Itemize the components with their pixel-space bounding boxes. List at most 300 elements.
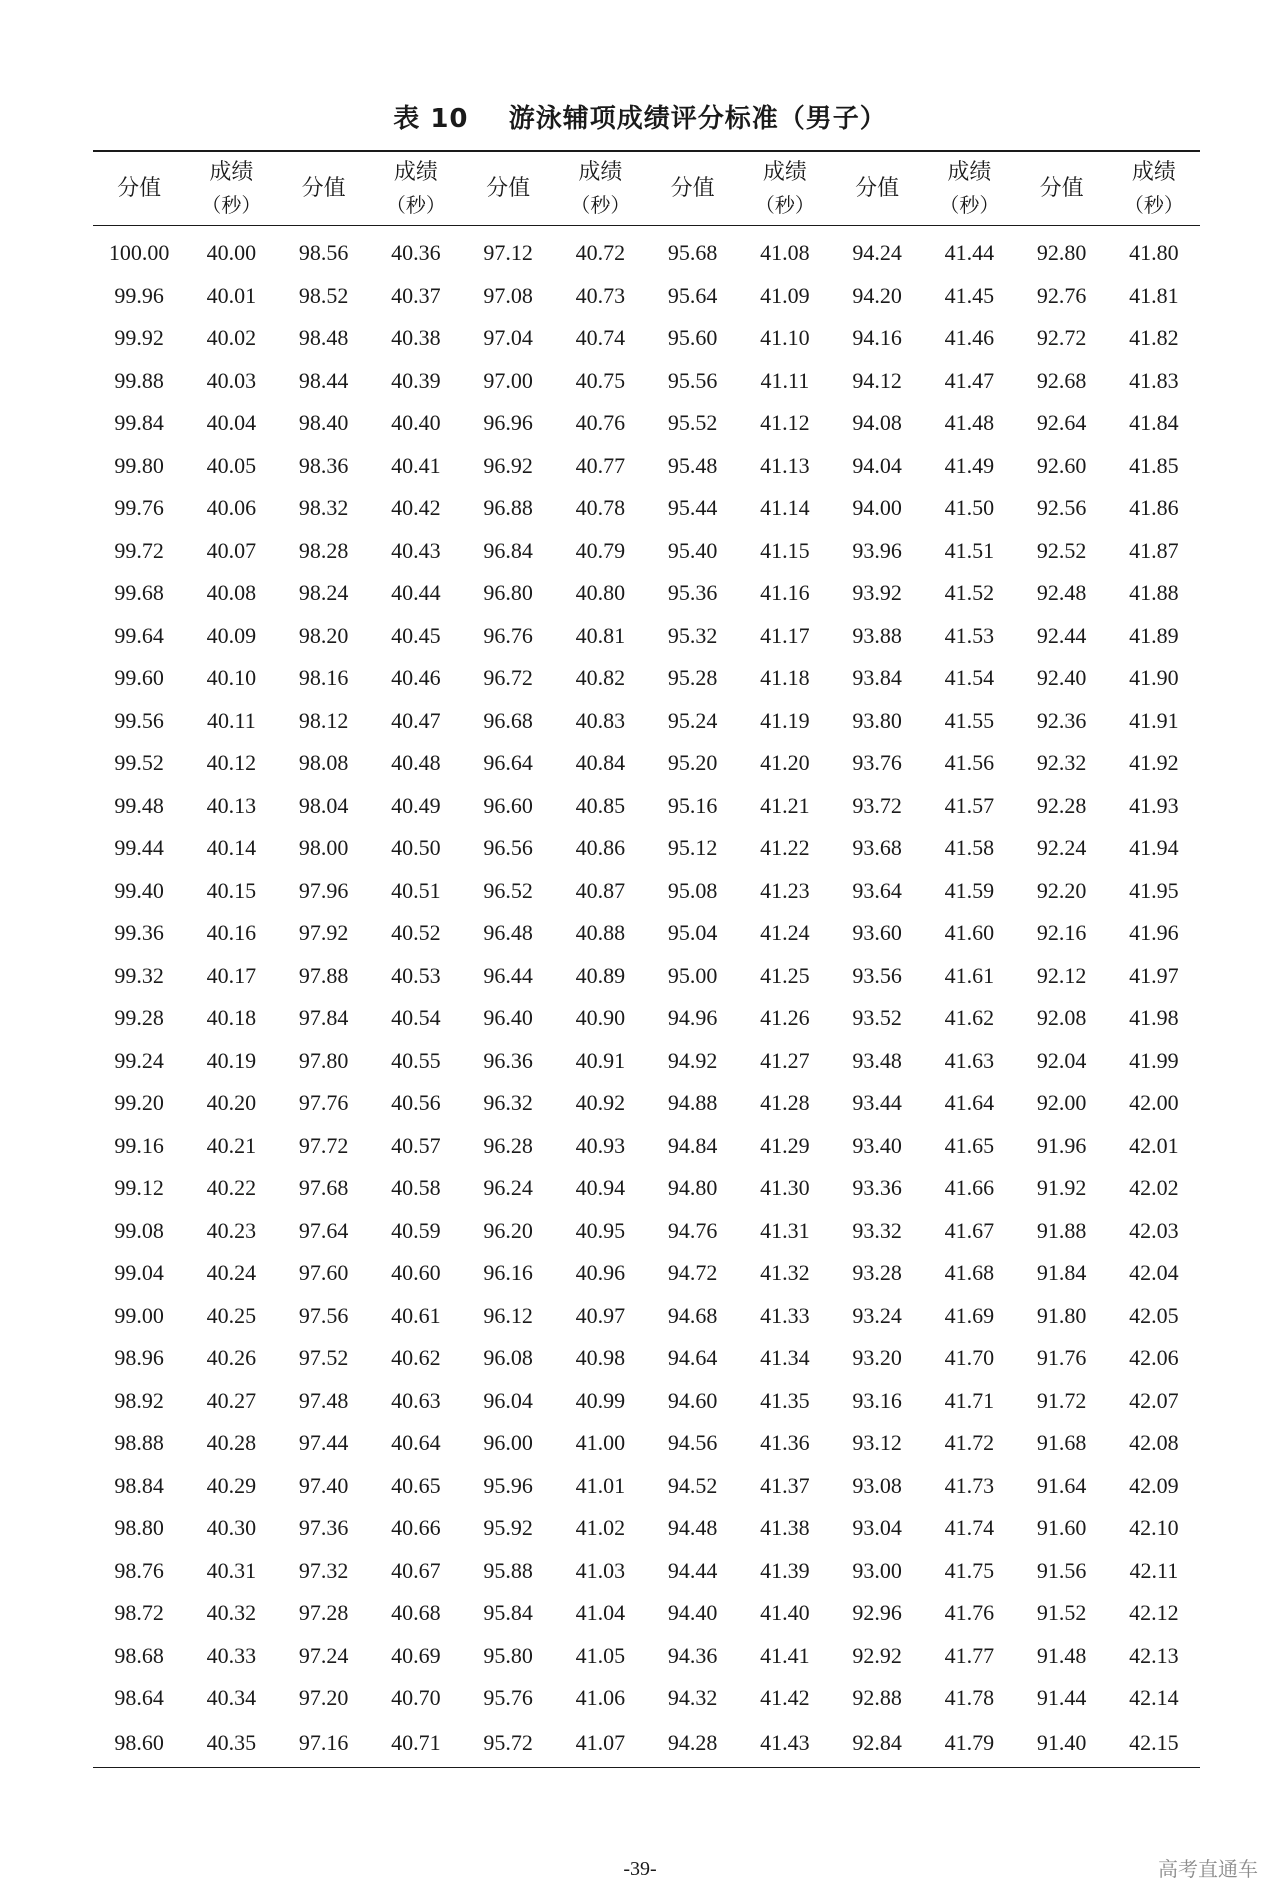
- time-cell: 41.22: [760, 835, 810, 861]
- time-cell: 40.65: [391, 1472, 441, 1498]
- score-cell: 95.76: [483, 1685, 533, 1711]
- score-cell: 97.04: [483, 325, 533, 351]
- time-cell: 41.54: [944, 665, 995, 691]
- score-cell: 94.28: [647, 1720, 739, 1768]
- time-cell: 42.04: [1129, 1260, 1179, 1286]
- time-cell: 40.84: [575, 750, 626, 776]
- score-cell: 97.00: [483, 367, 533, 393]
- time-cell: 40.63: [391, 1387, 441, 1413]
- score-cell: 98.04: [298, 792, 349, 818]
- time-cell: 40.76: [575, 410, 626, 436]
- score-cell: 97.80: [298, 1047, 349, 1073]
- time-cell: 40.98: [575, 1345, 626, 1371]
- score-cell: 94.64: [667, 1345, 718, 1371]
- time-cell: 41.34: [760, 1345, 810, 1371]
- table-row: [93, 1380, 1200, 1423]
- score-cell: 93.24: [852, 1302, 902, 1328]
- time-cell: 41.25: [760, 962, 810, 988]
- time-cell: 41.92: [1129, 750, 1179, 776]
- time-cell: 40.75: [575, 367, 626, 393]
- score-cell: 98.56: [298, 240, 349, 266]
- score-cell: 92.08: [1036, 1005, 1087, 1031]
- score-cell: 96.36: [483, 1047, 533, 1073]
- time-cell: 40.56: [391, 1090, 441, 1116]
- time-cell: 40.67: [391, 1557, 441, 1583]
- time-cell: 40.04: [206, 410, 257, 436]
- score-cell: 98.60: [93, 1720, 185, 1768]
- time-cell: 41.94: [1129, 835, 1179, 861]
- score-cell: 95.00: [667, 962, 718, 988]
- time-cell: 40.82: [575, 665, 626, 691]
- score-cell: 92.92: [852, 1642, 902, 1668]
- column-header-label: 分值: [486, 175, 531, 201]
- score-cell: 98.28: [298, 537, 349, 563]
- time-cell: 40.42: [391, 495, 441, 521]
- time-cell: 41.14: [760, 495, 810, 521]
- score-cell: 93.60: [852, 920, 902, 946]
- score-cell: 98.32: [298, 495, 349, 521]
- time-cell: 41.44: [944, 240, 995, 266]
- time-cell: 40.81: [575, 622, 626, 648]
- score-cell: 95.88: [483, 1557, 533, 1583]
- score-cell: 96.88: [483, 495, 533, 521]
- time-cell: 40.13: [206, 792, 257, 818]
- score-cell: 93.28: [852, 1260, 902, 1286]
- time-cell: 40.87: [575, 877, 626, 903]
- time-cell: 40.44: [391, 580, 441, 606]
- score-cell: 94.16: [852, 325, 902, 351]
- time-cell: 40.14: [206, 835, 257, 861]
- time-cell: 40.60: [391, 1260, 441, 1286]
- score-cell: 99.28: [114, 1005, 164, 1031]
- score-cell: 95.28: [667, 665, 718, 691]
- time-cell: 41.68: [944, 1260, 995, 1286]
- table-row: [93, 487, 1200, 530]
- score-cell: 91.44: [1036, 1685, 1087, 1711]
- score-cell: 95.68: [667, 240, 718, 266]
- score-cell: 91.56: [1036, 1557, 1087, 1583]
- column-header-label: 分值: [1039, 175, 1084, 201]
- column-header-time: [185, 151, 277, 226]
- time-cell: 40.23: [206, 1217, 257, 1243]
- time-cell: 40.93: [575, 1132, 626, 1158]
- time-cell: 40.37: [391, 282, 441, 308]
- time-cell: 40.21: [206, 1132, 257, 1158]
- time-cell: 40.36: [391, 240, 441, 266]
- score-cell: 95.60: [667, 325, 718, 351]
- time-cell: 41.16: [760, 580, 810, 606]
- time-cell: 41.90: [1129, 665, 1179, 691]
- table-header-row: [93, 151, 1200, 226]
- time-cell: 41.86: [1129, 495, 1179, 521]
- time-cell: 41.21: [760, 792, 810, 818]
- score-cell: 93.96: [852, 537, 902, 563]
- score-cell: 95.04: [667, 920, 718, 946]
- score-cell: 96.20: [483, 1217, 533, 1243]
- time-cell: 42.14: [1129, 1685, 1179, 1711]
- score-cell: 94.20: [852, 282, 902, 308]
- score-cell: 97.52: [298, 1345, 349, 1371]
- time-cell: 41.39: [760, 1557, 810, 1583]
- time-cell: 41.79: [923, 1720, 1015, 1768]
- column-header-unit: （秒）: [939, 192, 1000, 217]
- score-cell: 95.52: [667, 410, 718, 436]
- score-cell: 100.00: [108, 240, 170, 266]
- score-cell: 99.24: [114, 1047, 164, 1073]
- score-cell: 99.68: [114, 580, 164, 606]
- time-cell: 41.89: [1129, 622, 1179, 648]
- score-cell: 96.44: [483, 962, 533, 988]
- score-cell: 92.88: [852, 1685, 902, 1711]
- score-cell: 91.48: [1036, 1642, 1087, 1668]
- score-cell: 91.92: [1036, 1175, 1087, 1201]
- time-cell: 40.99: [575, 1387, 626, 1413]
- time-cell: 41.72: [944, 1430, 995, 1456]
- time-cell: 40.30: [206, 1515, 257, 1541]
- time-cell: 40.89: [575, 962, 626, 988]
- time-cell: 40.47: [391, 707, 441, 733]
- column-header-label: 成绩: [762, 159, 807, 185]
- score-cell: 91.72: [1036, 1387, 1087, 1413]
- score-cell: 96.68: [483, 707, 533, 733]
- time-cell: 40.74: [575, 325, 626, 351]
- column-header-unit: （秒）: [1123, 192, 1184, 217]
- score-cell: 96.76: [483, 622, 533, 648]
- score-cell: 99.80: [114, 452, 164, 478]
- time-cell: 42.03: [1129, 1217, 1179, 1243]
- score-cell: 99.16: [114, 1132, 164, 1158]
- score-cell: 93.92: [852, 580, 902, 606]
- time-cell: 40.34: [206, 1685, 257, 1711]
- score-cell: 96.16: [483, 1260, 533, 1286]
- table-row: [93, 1210, 1200, 1253]
- score-cell: 99.08: [114, 1217, 164, 1243]
- score-cell: 97.44: [298, 1430, 349, 1456]
- score-cell: 92.40: [1036, 665, 1087, 691]
- time-cell: 41.67: [944, 1217, 995, 1243]
- table-row: [93, 1167, 1200, 1210]
- score-cell: 96.24: [483, 1175, 533, 1201]
- table-row: [93, 1635, 1200, 1678]
- time-cell: 42.01: [1129, 1132, 1179, 1158]
- time-cell: 42.05: [1129, 1302, 1179, 1328]
- table-row: [93, 1550, 1200, 1593]
- time-cell: 41.80: [1129, 240, 1179, 266]
- score-cell: 92.28: [1036, 792, 1087, 818]
- score-cell: 95.12: [667, 835, 718, 861]
- score-cell: 95.08: [667, 877, 718, 903]
- column-header-unit: （秒）: [754, 192, 815, 217]
- score-cell: 96.12: [483, 1302, 533, 1328]
- table-row: [93, 1422, 1200, 1465]
- score-cell: 97.64: [298, 1217, 349, 1243]
- score-cell: 99.20: [114, 1090, 164, 1116]
- score-cell: 99.40: [114, 877, 164, 903]
- score-cell: 92.72: [1036, 325, 1087, 351]
- time-cell: 42.06: [1129, 1345, 1179, 1371]
- time-cell: 40.61: [391, 1302, 441, 1328]
- time-cell: 41.73: [944, 1472, 995, 1498]
- time-cell: 41.03: [575, 1557, 626, 1583]
- time-cell: 40.58: [391, 1175, 441, 1201]
- time-cell: 40.91: [575, 1047, 626, 1073]
- time-cell: 40.07: [206, 537, 257, 563]
- score-cell: 91.52: [1036, 1600, 1087, 1626]
- score-cell: 93.80: [852, 707, 902, 733]
- column-header-label: 分值: [301, 175, 346, 201]
- score-cell: 92.64: [1036, 410, 1087, 436]
- column-header-label: 成绩: [209, 159, 254, 185]
- score-cell: 99.56: [114, 707, 164, 733]
- score-cell: 95.40: [667, 537, 718, 563]
- score-cell: 96.60: [483, 792, 533, 818]
- watermark: 高考直通车: [1158, 1857, 1258, 1881]
- time-cell: 41.66: [944, 1175, 995, 1201]
- score-cell: 93.64: [852, 877, 902, 903]
- time-cell: 42.12: [1129, 1600, 1179, 1626]
- score-cell: 99.32: [114, 962, 164, 988]
- column-header-unit: （秒）: [570, 192, 631, 217]
- time-cell: 41.50: [944, 495, 995, 521]
- table-row: [93, 955, 1200, 998]
- score-cell: 92.48: [1036, 580, 1087, 606]
- score-cell: 99.92: [114, 325, 164, 351]
- score-cell: 97.92: [298, 920, 349, 946]
- table-body: [93, 226, 1200, 1768]
- time-cell: 41.06: [575, 1685, 626, 1711]
- score-cell: 99.00: [114, 1302, 164, 1328]
- time-cell: 41.36: [760, 1430, 810, 1456]
- time-cell: 40.69: [391, 1642, 441, 1668]
- score-cell: 96.64: [483, 750, 533, 776]
- score-cell: 96.04: [483, 1387, 533, 1413]
- time-cell: 41.81: [1129, 282, 1179, 308]
- time-cell: 40.80: [575, 580, 626, 606]
- score-cell: 95.16: [667, 792, 718, 818]
- column-header-score: [93, 151, 185, 226]
- score-cell: 92.24: [1036, 835, 1087, 861]
- score-cell: 95.36: [667, 580, 718, 606]
- score-cell: 97.32: [298, 1557, 349, 1583]
- score-cell: 97.60: [298, 1260, 349, 1286]
- score-cell: 92.20: [1036, 877, 1087, 903]
- score-cell: 97.76: [298, 1090, 349, 1116]
- time-cell: 41.13: [760, 452, 810, 478]
- time-cell: 40.92: [575, 1090, 626, 1116]
- time-cell: 41.35: [760, 1387, 810, 1413]
- score-cell: 98.84: [114, 1472, 164, 1498]
- score-cell: 96.08: [483, 1345, 533, 1371]
- time-cell: 41.02: [575, 1515, 626, 1541]
- time-cell: 41.70: [944, 1345, 995, 1371]
- time-cell: 40.73: [575, 282, 626, 308]
- time-cell: 41.46: [944, 325, 995, 351]
- score-cell: 97.20: [298, 1685, 349, 1711]
- table-row: [93, 1295, 1200, 1338]
- time-cell: 41.59: [944, 877, 995, 903]
- time-cell: 40.33: [206, 1642, 257, 1668]
- column-header-label: 成绩: [393, 159, 438, 185]
- time-cell: 40.15: [206, 877, 257, 903]
- score-cell: 94.48: [667, 1515, 718, 1541]
- time-cell: 41.62: [944, 1005, 995, 1031]
- score-cell: 99.44: [114, 835, 164, 861]
- score-cell: 99.60: [114, 665, 164, 691]
- score-cell: 98.96: [114, 1345, 164, 1371]
- score-cell: 91.40: [1016, 1720, 1108, 1768]
- score-cell: 98.40: [298, 410, 349, 436]
- time-cell: 41.12: [760, 410, 810, 436]
- time-cell: 40.20: [206, 1090, 257, 1116]
- score-cell: 96.92: [483, 452, 533, 478]
- column-header-time: [739, 151, 831, 226]
- score-cell: 95.64: [667, 282, 718, 308]
- column-header-score: [647, 151, 739, 226]
- time-cell: 41.55: [944, 707, 995, 733]
- time-cell: 42.11: [1129, 1557, 1179, 1583]
- score-cell: 92.00: [1036, 1090, 1087, 1116]
- time-cell: 41.11: [760, 367, 810, 393]
- score-cell: 94.00: [852, 495, 902, 521]
- time-cell: 41.40: [760, 1600, 810, 1626]
- table-row: [93, 827, 1200, 870]
- score-cell: 94.36: [667, 1642, 718, 1668]
- score-cell: 93.40: [852, 1132, 902, 1158]
- score-cell: 97.88: [298, 962, 349, 988]
- score-cell: 99.72: [114, 537, 164, 563]
- time-cell: 40.31: [206, 1557, 257, 1583]
- score-cell: 97.56: [298, 1302, 349, 1328]
- score-cell: 96.72: [483, 665, 533, 691]
- score-cell: 97.36: [298, 1515, 349, 1541]
- score-cell: 91.84: [1036, 1260, 1087, 1286]
- table-row: [93, 700, 1200, 743]
- time-cell: 41.19: [760, 707, 810, 733]
- score-cell: 96.84: [483, 537, 533, 563]
- table-row: [93, 785, 1200, 828]
- column-header-time: [370, 151, 462, 226]
- table-row: [93, 657, 1200, 700]
- score-cell: 97.84: [298, 1005, 349, 1031]
- score-cell: 97.12: [483, 240, 533, 266]
- time-cell: 41.95: [1129, 877, 1179, 903]
- time-cell: 40.26: [206, 1345, 257, 1371]
- time-cell: 40.29: [206, 1472, 257, 1498]
- score-cell: 92.56: [1036, 495, 1087, 521]
- time-cell: 41.61: [944, 962, 995, 988]
- score-cell: 97.96: [298, 877, 349, 903]
- time-cell: 40.28: [206, 1430, 257, 1456]
- time-cell: 40.59: [391, 1217, 441, 1243]
- time-cell: 40.38: [391, 325, 441, 351]
- score-cell: 94.92: [667, 1047, 718, 1073]
- score-cell: 99.04: [114, 1260, 164, 1286]
- score-cell: 94.60: [667, 1387, 718, 1413]
- score-cell: 93.12: [852, 1430, 902, 1456]
- column-header-score: [1016, 151, 1108, 226]
- score-cell: 96.52: [483, 877, 533, 903]
- time-cell: 41.24: [760, 920, 810, 946]
- time-cell: 40.00: [206, 240, 257, 266]
- time-cell: 42.07: [1129, 1387, 1179, 1413]
- column-header-score: [462, 151, 554, 226]
- time-cell: 41.51: [944, 537, 995, 563]
- score-cell: 98.44: [298, 367, 349, 393]
- time-cell: 40.27: [206, 1387, 257, 1413]
- time-cell: 41.33: [760, 1302, 810, 1328]
- column-header-score: [278, 151, 370, 226]
- score-cell: 95.32: [667, 622, 718, 648]
- score-cell: 95.20: [667, 750, 718, 776]
- time-cell: 41.38: [760, 1515, 810, 1541]
- score-cell: 98.00: [298, 835, 349, 861]
- time-cell: 40.10: [206, 665, 257, 691]
- time-cell: 40.05: [206, 452, 257, 478]
- time-cell: 42.15: [1108, 1720, 1200, 1768]
- time-cell: 40.64: [391, 1430, 441, 1456]
- time-cell: 41.93: [1129, 792, 1179, 818]
- time-cell: 41.09: [760, 282, 810, 308]
- time-cell: 41.27: [760, 1047, 810, 1073]
- score-cell: 92.32: [1036, 750, 1087, 776]
- time-cell: 40.77: [575, 452, 626, 478]
- score-cell: 94.76: [667, 1217, 718, 1243]
- table-row: [93, 360, 1200, 403]
- time-cell: 42.08: [1129, 1430, 1179, 1456]
- time-cell: 40.41: [391, 452, 441, 478]
- score-cell: 93.48: [852, 1047, 902, 1073]
- score-cell: 98.64: [114, 1685, 164, 1711]
- score-cell: 92.76: [1036, 282, 1087, 308]
- table-row: [93, 1677, 1200, 1720]
- table-row: [93, 1040, 1200, 1083]
- column-header-label: 成绩: [578, 159, 623, 185]
- time-cell: 41.88: [1129, 580, 1179, 606]
- score-cell: 98.68: [114, 1642, 164, 1668]
- time-cell: 41.97: [1129, 962, 1179, 988]
- score-cell: 96.80: [483, 580, 533, 606]
- time-cell: 41.08: [760, 240, 810, 266]
- time-cell: 40.16: [206, 920, 257, 946]
- time-cell: 40.72: [575, 240, 626, 266]
- score-cell: 99.12: [114, 1175, 164, 1201]
- time-cell: 41.18: [760, 665, 810, 691]
- time-cell: 40.06: [206, 495, 257, 521]
- time-cell: 41.99: [1129, 1047, 1179, 1073]
- score-cell: 96.96: [483, 410, 533, 436]
- column-header-label: 成绩: [1131, 159, 1176, 185]
- score-cell: 93.16: [852, 1387, 902, 1413]
- table-row: [93, 226, 1200, 275]
- time-cell: 40.94: [575, 1175, 626, 1201]
- time-cell: 41.42: [760, 1685, 810, 1711]
- time-cell: 41.28: [760, 1090, 810, 1116]
- time-cell: 41.10: [760, 325, 810, 351]
- time-cell: 41.91: [1129, 707, 1179, 733]
- score-cell: 94.44: [667, 1557, 718, 1583]
- page-number: -39-: [623, 1858, 657, 1880]
- score-cell: 91.60: [1036, 1515, 1087, 1541]
- time-cell: 41.48: [944, 410, 995, 436]
- time-cell: 41.07: [554, 1720, 646, 1768]
- column-header-unit: （秒）: [201, 192, 262, 217]
- score-cell: 93.04: [852, 1515, 902, 1541]
- time-cell: 40.85: [575, 792, 626, 818]
- time-cell: 41.37: [760, 1472, 810, 1498]
- score-cell: 93.72: [852, 792, 902, 818]
- time-cell: 40.88: [575, 920, 626, 946]
- time-cell: 41.58: [944, 835, 995, 861]
